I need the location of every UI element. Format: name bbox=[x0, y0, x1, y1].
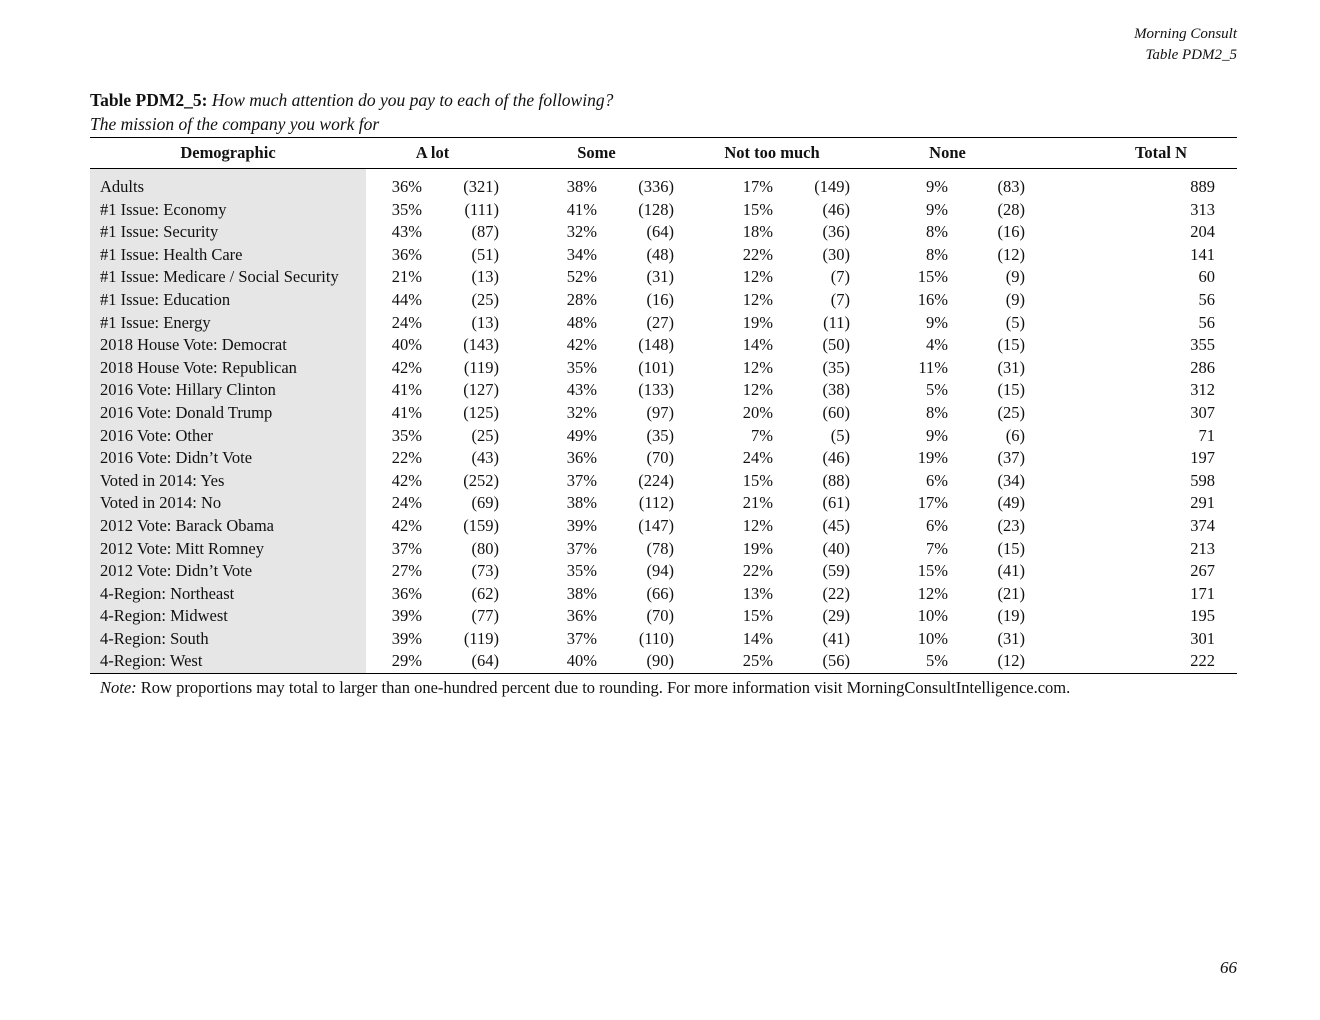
some-pct: 35% bbox=[566, 561, 597, 581]
none-n: (5) bbox=[1005, 312, 1025, 332]
a-lot-n: (73) bbox=[471, 561, 499, 581]
none-pct: 6% bbox=[926, 470, 948, 490]
note-text: Row proportions may total to larger than one-hundred percent due to rounding. For more information visit MorningConsultIntelligence.com. bbox=[140, 678, 1071, 697]
some-pct: 35% bbox=[566, 357, 597, 377]
a-lot-pct: 24% bbox=[391, 493, 422, 513]
some-n: (224) bbox=[638, 470, 674, 490]
some-pct: 42% bbox=[566, 335, 597, 355]
a-lot-pct: 42% bbox=[391, 470, 422, 490]
row-label: 4-Region: Northeast bbox=[90, 583, 366, 606]
row-label: 2016 Vote: Donald Trump bbox=[90, 402, 366, 425]
none-n: (49) bbox=[997, 493, 1025, 513]
table-row bbox=[90, 650, 1237, 673]
not-too-much-pct: 7% bbox=[751, 425, 773, 445]
a-lot-n: (13) bbox=[471, 267, 499, 287]
row-label: 4-Region: West bbox=[90, 650, 366, 673]
table-row bbox=[90, 470, 1237, 493]
not-too-much-pct: 12% bbox=[742, 380, 773, 400]
row-label: 2012 Vote: Mitt Romney bbox=[90, 538, 366, 561]
total-n: 56 bbox=[1198, 289, 1215, 309]
none-n: (15) bbox=[997, 538, 1025, 558]
table-row bbox=[90, 289, 1237, 312]
none-n: (15) bbox=[997, 380, 1025, 400]
none-pct: 9% bbox=[926, 425, 948, 445]
none-pct: 9% bbox=[926, 177, 948, 196]
a-lot-pct: 22% bbox=[391, 448, 422, 468]
a-lot-pct: 36% bbox=[391, 177, 422, 196]
total-n: 313 bbox=[1190, 199, 1215, 219]
total-n: 598 bbox=[1190, 470, 1215, 490]
table-row bbox=[90, 379, 1237, 402]
not-too-much-pct: 19% bbox=[742, 538, 773, 558]
a-lot-pct: 24% bbox=[391, 312, 422, 332]
none-pct: 17% bbox=[917, 493, 948, 513]
none-n: (6) bbox=[1005, 425, 1025, 445]
not-too-much-pct: 22% bbox=[742, 561, 773, 581]
none-pct: 8% bbox=[926, 244, 948, 264]
table-row bbox=[90, 357, 1237, 380]
total-n: 307 bbox=[1190, 402, 1215, 422]
none-n: (16) bbox=[997, 222, 1025, 242]
not-too-much-pct: 22% bbox=[742, 244, 773, 264]
footnote bbox=[100, 678, 1070, 698]
not-too-much-n: (40) bbox=[822, 538, 850, 558]
a-lot-pct: 40% bbox=[391, 335, 422, 355]
a-lot-n: (62) bbox=[471, 583, 499, 603]
table-row bbox=[90, 312, 1237, 335]
total-n: 171 bbox=[1190, 583, 1215, 603]
table-title bbox=[90, 88, 613, 136]
a-lot-pct: 35% bbox=[391, 199, 422, 219]
not-too-much-n: (45) bbox=[822, 515, 850, 535]
some-n: (27) bbox=[646, 312, 674, 332]
not-too-much-n: (60) bbox=[822, 402, 850, 422]
not-too-much-n: (149) bbox=[814, 177, 850, 196]
not-too-much-pct: 14% bbox=[742, 628, 773, 648]
some-n: (16) bbox=[646, 289, 674, 309]
table-row bbox=[90, 199, 1237, 222]
a-lot-pct: 27% bbox=[391, 561, 422, 581]
total-n: 312 bbox=[1190, 380, 1215, 400]
not-too-much-n: (22) bbox=[822, 583, 850, 603]
table-row bbox=[90, 266, 1237, 289]
not-too-much-n: (88) bbox=[822, 470, 850, 490]
some-pct: 38% bbox=[566, 177, 597, 196]
some-pct: 37% bbox=[566, 470, 597, 490]
none-pct: 19% bbox=[917, 448, 948, 468]
some-n: (90) bbox=[597, 650, 674, 673]
none-pct: 8% bbox=[926, 222, 948, 242]
not-too-much-pct: 12% bbox=[742, 357, 773, 377]
row-label: Adults bbox=[90, 176, 366, 199]
not-too-much-n: (61) bbox=[822, 493, 850, 513]
col-not-too-much: Not too much bbox=[674, 138, 850, 169]
total-n: 286 bbox=[1190, 357, 1215, 377]
a-lot-n: (51) bbox=[471, 244, 499, 264]
none-pct: 9% bbox=[926, 312, 948, 332]
some-n: (336) bbox=[638, 177, 674, 196]
a-lot-n: (119) bbox=[463, 628, 499, 648]
none-n: (25) bbox=[997, 402, 1025, 422]
none-n: (31) bbox=[997, 357, 1025, 377]
total-n: 60 bbox=[1198, 267, 1215, 287]
table-row bbox=[90, 605, 1237, 628]
none-n: (34) bbox=[997, 470, 1025, 490]
table-row bbox=[90, 583, 1237, 606]
none-pct: 5% bbox=[926, 380, 948, 400]
note-label: Note: bbox=[100, 678, 137, 697]
a-lot-pct: 42% bbox=[391, 357, 422, 377]
a-lot-pct: 21% bbox=[391, 267, 422, 287]
some-n: (31) bbox=[646, 267, 674, 287]
a-lot-pct: 41% bbox=[391, 402, 422, 422]
some-pct: 37% bbox=[566, 628, 597, 648]
total-n: 197 bbox=[1190, 448, 1215, 468]
some-n: (133) bbox=[638, 380, 674, 400]
page-header bbox=[1134, 24, 1237, 66]
not-too-much-pct: 13% bbox=[742, 583, 773, 603]
some-pct: 38% bbox=[566, 493, 597, 513]
row-label: 2016 Vote: Other bbox=[90, 425, 366, 448]
not-too-much-pct: 21% bbox=[742, 493, 773, 513]
a-lot-n: (80) bbox=[471, 538, 499, 558]
a-lot-n: (125) bbox=[463, 402, 499, 422]
total-n: 889 bbox=[1190, 177, 1215, 196]
table-row bbox=[90, 515, 1237, 538]
none-n: (41) bbox=[997, 561, 1025, 581]
row-label: #1 Issue: Health Care bbox=[90, 244, 366, 267]
not-too-much-n: (46) bbox=[822, 448, 850, 468]
some-pct: 36% bbox=[566, 606, 597, 626]
none-pct: 12% bbox=[917, 583, 948, 603]
table-row bbox=[90, 402, 1237, 425]
some-pct: 52% bbox=[566, 267, 597, 287]
col-demographic: Demographic bbox=[90, 138, 366, 169]
row-label: 2018 House Vote: Democrat bbox=[90, 334, 366, 357]
not-too-much-n: (7) bbox=[830, 267, 850, 287]
row-label: 4-Region: Midwest bbox=[90, 605, 366, 628]
some-n: (70) bbox=[646, 448, 674, 468]
table-row bbox=[90, 560, 1237, 583]
some-n: (128) bbox=[638, 199, 674, 219]
none-pct: 10% bbox=[917, 628, 948, 648]
a-lot-n: (321) bbox=[463, 177, 499, 196]
a-lot-n: (64) bbox=[422, 650, 499, 673]
not-too-much-pct: 15% bbox=[742, 199, 773, 219]
some-n: (97) bbox=[646, 402, 674, 422]
some-pct: 48% bbox=[566, 312, 597, 332]
a-lot-n: (159) bbox=[463, 515, 499, 535]
not-too-much-pct: 15% bbox=[742, 470, 773, 490]
not-too-much-pct: 14% bbox=[742, 335, 773, 355]
none-n: (12) bbox=[997, 244, 1025, 264]
some-pct: 49% bbox=[566, 425, 597, 445]
total-n: 213 bbox=[1190, 538, 1215, 558]
row-label: 2018 House Vote: Republican bbox=[90, 357, 366, 380]
not-too-much-n: (46) bbox=[822, 199, 850, 219]
a-lot-pct: 42% bbox=[391, 515, 422, 535]
row-label: Voted in 2014: Yes bbox=[90, 470, 366, 493]
total-n: 374 bbox=[1190, 515, 1215, 535]
a-lot-n: (111) bbox=[464, 199, 499, 219]
not-too-much-n: (30) bbox=[822, 244, 850, 264]
page-number: 66 bbox=[1220, 958, 1237, 977]
a-lot-n: (252) bbox=[463, 470, 499, 490]
some-pct: 32% bbox=[566, 402, 597, 422]
total-n: 267 bbox=[1190, 561, 1215, 581]
none-pct: 4% bbox=[926, 335, 948, 355]
none-pct: 16% bbox=[917, 289, 948, 309]
a-lot-pct: 37% bbox=[391, 538, 422, 558]
not-too-much-pct: 18% bbox=[742, 222, 773, 242]
a-lot-pct: 44% bbox=[391, 289, 422, 309]
none-pct: 8% bbox=[926, 402, 948, 422]
total-n: 222 bbox=[1025, 650, 1237, 673]
none-n: (9) bbox=[1005, 267, 1025, 287]
a-lot-n: (77) bbox=[471, 606, 499, 626]
total-n: 204 bbox=[1190, 222, 1215, 242]
none-pct: 5% bbox=[850, 650, 948, 673]
some-pct: 40% bbox=[499, 650, 597, 673]
some-n: (66) bbox=[646, 583, 674, 603]
row-label: #1 Issue: Medicare / Social Security bbox=[90, 266, 366, 289]
row-label: #1 Issue: Education bbox=[90, 289, 366, 312]
not-too-much-pct: 12% bbox=[742, 515, 773, 535]
none-n: (21) bbox=[997, 583, 1025, 603]
some-n: (110) bbox=[638, 628, 674, 648]
some-pct: 41% bbox=[566, 199, 597, 219]
row-label: 2016 Vote: Hillary Clinton bbox=[90, 379, 366, 402]
none-n: (12) bbox=[948, 650, 1025, 673]
not-too-much-n: (5) bbox=[830, 425, 850, 445]
col-a-lot: A lot bbox=[366, 138, 499, 169]
some-n: (35) bbox=[646, 425, 674, 445]
table-row bbox=[90, 425, 1237, 448]
total-n: 195 bbox=[1190, 606, 1215, 626]
total-n: 56 bbox=[1198, 312, 1215, 332]
some-pct: 43% bbox=[566, 380, 597, 400]
a-lot-n: (69) bbox=[471, 493, 499, 513]
not-too-much-pct: 15% bbox=[742, 606, 773, 626]
none-pct: 10% bbox=[917, 606, 948, 626]
not-too-much-pct: 24% bbox=[742, 448, 773, 468]
not-too-much-n: (29) bbox=[822, 606, 850, 626]
a-lot-n: (13) bbox=[471, 312, 499, 332]
not-too-much-pct: 17% bbox=[742, 177, 773, 196]
header-table-id: Table PDM2_5 bbox=[1145, 47, 1237, 63]
none-pct: 7% bbox=[926, 538, 948, 558]
a-lot-n: (87) bbox=[471, 222, 499, 242]
row-label: #1 Issue: Security bbox=[90, 221, 366, 244]
not-too-much-n: (56) bbox=[773, 650, 850, 673]
table-row bbox=[90, 244, 1237, 267]
row-label: 2016 Vote: Didn’t Vote bbox=[90, 447, 366, 470]
none-n: (31) bbox=[997, 628, 1025, 648]
not-too-much-pct: 12% bbox=[742, 267, 773, 287]
not-too-much-pct: 19% bbox=[742, 312, 773, 332]
some-pct: 39% bbox=[566, 515, 597, 535]
some-pct: 36% bbox=[566, 448, 597, 468]
a-lot-pct: 39% bbox=[391, 606, 422, 626]
table-row bbox=[90, 628, 1237, 651]
some-n: (94) bbox=[646, 561, 674, 581]
none-pct: 11% bbox=[918, 357, 948, 377]
table-row bbox=[90, 447, 1237, 470]
none-n: (37) bbox=[997, 448, 1025, 468]
a-lot-pct: 36% bbox=[391, 244, 422, 264]
table-row bbox=[90, 334, 1237, 357]
none-pct: 6% bbox=[926, 515, 948, 535]
not-too-much-n: (59) bbox=[822, 561, 850, 581]
header-org: Morning Consult bbox=[1134, 26, 1237, 42]
none-n: (9) bbox=[1005, 289, 1025, 309]
some-n: (48) bbox=[646, 244, 674, 264]
total-n: 355 bbox=[1190, 335, 1215, 355]
not-too-much-n: (38) bbox=[822, 380, 850, 400]
none-n: (28) bbox=[997, 199, 1025, 219]
some-pct: 28% bbox=[566, 289, 597, 309]
not-too-much-pct: 25% bbox=[674, 650, 773, 673]
col-none: None bbox=[850, 138, 1025, 169]
table-row bbox=[90, 492, 1237, 515]
not-too-much-n: (36) bbox=[822, 222, 850, 242]
col-total-n: Total N bbox=[1025, 138, 1237, 169]
none-pct: 15% bbox=[917, 267, 948, 287]
not-too-much-n: (7) bbox=[830, 289, 850, 309]
row-label: #1 Issue: Energy bbox=[90, 312, 366, 335]
row-label: #1 Issue: Economy bbox=[90, 199, 366, 222]
table-row bbox=[90, 538, 1237, 561]
title-question: How much attention do you pay to each of the following? bbox=[211, 90, 614, 110]
some-n: (78) bbox=[646, 538, 674, 558]
not-too-much-n: (41) bbox=[822, 628, 850, 648]
title-label: Table PDM2_5: bbox=[90, 90, 208, 110]
some-n: (64) bbox=[646, 222, 674, 242]
a-lot-pct: 39% bbox=[391, 628, 422, 648]
a-lot-n: (119) bbox=[463, 357, 499, 377]
some-pct: 32% bbox=[566, 222, 597, 242]
not-too-much-n: (50) bbox=[822, 335, 850, 355]
none-pct: 15% bbox=[917, 561, 948, 581]
row-label: 2012 Vote: Didn’t Vote bbox=[90, 560, 366, 583]
none-n: (23) bbox=[997, 515, 1025, 535]
some-pct: 34% bbox=[566, 244, 597, 264]
some-n: (112) bbox=[638, 493, 674, 513]
a-lot-pct: 29% bbox=[366, 650, 422, 673]
table-row bbox=[90, 176, 1237, 199]
crosstab-table bbox=[90, 137, 1237, 674]
some-n: (148) bbox=[638, 335, 674, 355]
table-body bbox=[90, 169, 1237, 674]
a-lot-n: (25) bbox=[471, 289, 499, 309]
none-pct: 9% bbox=[926, 199, 948, 219]
some-pct: 38% bbox=[566, 583, 597, 603]
some-pct: 37% bbox=[566, 538, 597, 558]
none-n: (83) bbox=[997, 177, 1025, 196]
total-n: 291 bbox=[1190, 493, 1215, 513]
title-subtitle: The mission of the company you work for bbox=[90, 114, 380, 134]
some-n: (70) bbox=[646, 606, 674, 626]
a-lot-pct: 36% bbox=[391, 583, 422, 603]
not-too-much-n: (35) bbox=[822, 357, 850, 377]
none-n: (19) bbox=[997, 606, 1025, 626]
a-lot-n: (143) bbox=[463, 335, 499, 355]
table-row bbox=[90, 221, 1237, 244]
not-too-much-n: (11) bbox=[823, 312, 850, 332]
header-row bbox=[90, 138, 1237, 169]
not-too-much-pct: 20% bbox=[742, 402, 773, 422]
a-lot-pct: 43% bbox=[391, 222, 422, 242]
a-lot-pct: 35% bbox=[391, 425, 422, 445]
none-n: (15) bbox=[997, 335, 1025, 355]
col-some: Some bbox=[499, 138, 674, 169]
row-label: 2012 Vote: Barack Obama bbox=[90, 515, 366, 538]
not-too-much-pct: 12% bbox=[742, 289, 773, 309]
total-n: 141 bbox=[1190, 244, 1215, 264]
total-n: 301 bbox=[1190, 628, 1215, 648]
a-lot-n: (43) bbox=[471, 448, 499, 468]
a-lot-pct: 41% bbox=[391, 380, 422, 400]
total-n: 71 bbox=[1198, 425, 1215, 445]
row-label: 4-Region: South bbox=[90, 628, 366, 651]
some-n: (147) bbox=[638, 515, 674, 535]
row-label: Voted in 2014: No bbox=[90, 492, 366, 515]
a-lot-n: (25) bbox=[471, 425, 499, 445]
some-n: (101) bbox=[638, 357, 674, 377]
a-lot-n: (127) bbox=[463, 380, 499, 400]
